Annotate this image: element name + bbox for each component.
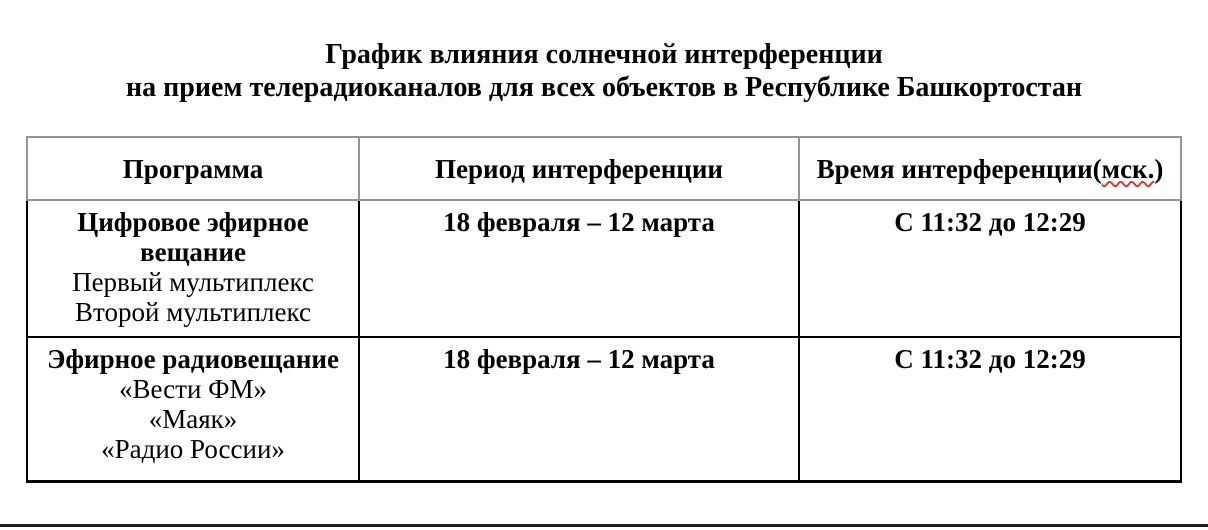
title-line-2: на прием телерадиоканалов для всех объектов в Республике Башкортостан: [126, 72, 1082, 103]
page-bottom-edge-line: [0, 524, 1208, 527]
header-cell-program: Программа: [26, 136, 358, 201]
title-line-1: График влияния солнечной интерференции: [325, 39, 883, 70]
period-cell: 18 февраля – 12 марта: [358, 338, 798, 483]
header-time-prefix: Время интерференции(: [816, 153, 1102, 184]
program-item: «Радио России»: [101, 434, 285, 464]
interference-schedule-table: [26, 136, 1182, 483]
table-row-digital-broadcast: [26, 201, 1182, 338]
table-row-radio-broadcast: [26, 338, 1182, 483]
program-item: «Маяк»: [148, 404, 238, 434]
header-cell-time: [798, 136, 1182, 201]
table-header-row: [26, 136, 1182, 201]
header-time-misspelled-word: мск.: [1101, 153, 1155, 184]
program-title-line: Цифровое эфирное: [77, 207, 309, 237]
page-title: [0, 38, 1208, 104]
program-item: Второй мультиплекс: [75, 297, 311, 327]
program-item: Первый мультиплекс: [72, 267, 314, 297]
program-title-line: Эфирное радиовещание: [47, 344, 339, 374]
header-time-suffix: ): [1154, 153, 1164, 184]
program-cell: [26, 338, 358, 483]
program-cell: [26, 201, 358, 338]
time-cell: С 11:32 до 12:29: [798, 201, 1182, 338]
time-cell: С 11:32 до 12:29: [798, 338, 1182, 483]
period-cell: 18 февраля – 12 марта: [358, 201, 798, 338]
program-item: «Вести ФМ»: [119, 374, 267, 404]
program-title-line: вещание: [140, 237, 246, 267]
header-cell-period: Период интерференции: [358, 136, 798, 201]
